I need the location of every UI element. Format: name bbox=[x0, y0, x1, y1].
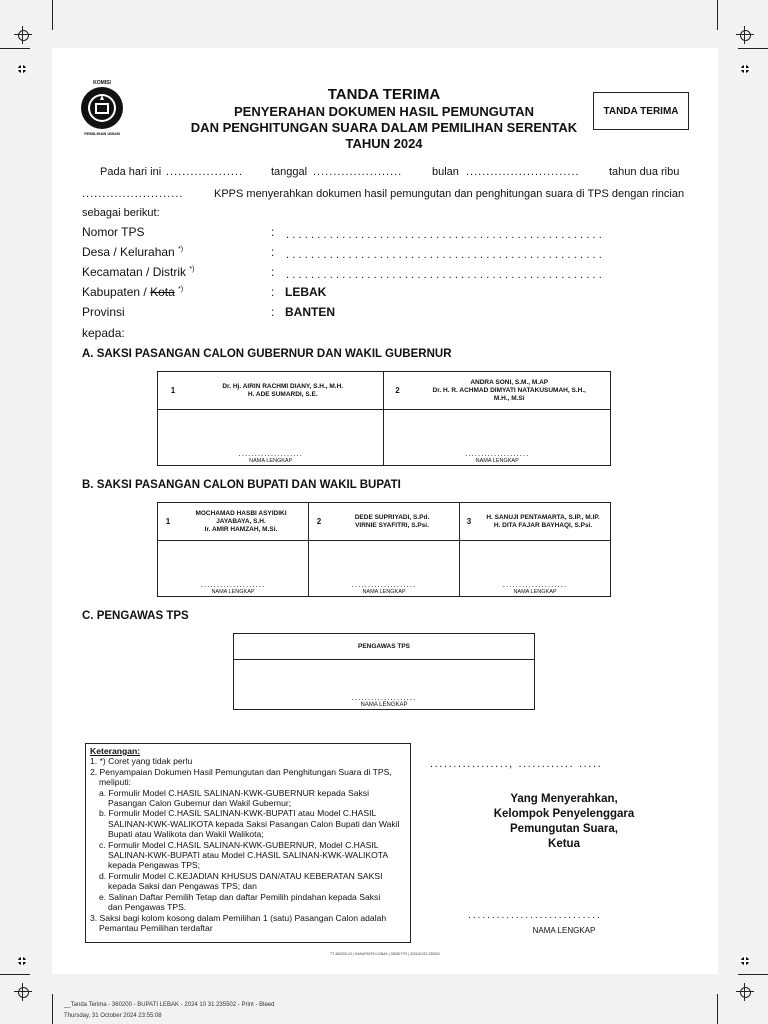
intro-tanggal: tanggal bbox=[271, 166, 308, 178]
notes-heading: Keterangan: bbox=[90, 746, 141, 756]
crop-mark bbox=[717, 994, 718, 1024]
field-colon: : bbox=[271, 245, 275, 259]
crop-mark bbox=[738, 974, 768, 975]
signature-cell[interactable]: .................... NAMA LENGKAP bbox=[460, 541, 611, 597]
candidate-cell bbox=[158, 372, 384, 410]
section-a-table bbox=[157, 371, 611, 466]
field-input-desa[interactable]: ................................................... bbox=[286, 249, 606, 261]
field-value-kabupaten: LEBAK bbox=[285, 285, 327, 299]
candidate-names: DEDE SUPRIYADI, S.Pd. VIRNIE SYAFITRI, S.Psi. bbox=[354, 513, 430, 529]
crop-mark bbox=[717, 0, 718, 30]
registration-mark-icon bbox=[736, 983, 754, 1001]
footer-file-name: __Tanda Terima - 360200 - BUPATI LEBAK - 2024 10 31 235502 - Print - Bleed bbox=[64, 1002, 275, 1008]
pengawas-header-cell: PENGAWAS TPS bbox=[234, 634, 535, 660]
intro-dots: ...................... bbox=[313, 166, 403, 178]
notes-item: Bupati atau Walikota dan Wakil Walikota; bbox=[108, 829, 264, 840]
field-label-desa: Desa / Kelurahan *) bbox=[82, 245, 184, 259]
candidate-names: Dr. Hj. AIRIN RACHMI DIANY, S.H., M.H. H. ADE SUMARDI, S.E. bbox=[222, 382, 344, 398]
notes-item: Pasangan Calon Gubernur dan Wakil Gubernur; bbox=[108, 798, 292, 809]
logo-text-bottom: PEMILIHAN UMUM bbox=[84, 131, 120, 136]
candidate-cell bbox=[384, 372, 611, 410]
notes-item: meliputi: bbox=[99, 777, 131, 788]
kepada-label: kepada: bbox=[82, 326, 125, 340]
notes-item: e. Salinan Daftar Pemilih Tetap dan daftar Pemilih pindahan kepada Saksi bbox=[99, 891, 381, 902]
footer-timestamp: Thursday, 31 October 2024 23:55:08 bbox=[64, 1013, 162, 1019]
signature-cell[interactable]: .................... NAMA LENGKAP bbox=[234, 660, 535, 710]
candidate-cell bbox=[158, 503, 309, 541]
tanda-terima-badge: TANDA TERIMA bbox=[593, 92, 689, 130]
signature-cell[interactable]: .................... NAMA LENGKAP bbox=[384, 410, 611, 466]
candidate-names: ANDRA SONI, S.M., M.AP Dr. H. R. ACHMAD DIMYATI NATAKUSUMAH, S.H., M.H., M.Si bbox=[432, 378, 586, 402]
kpu-logo-icon bbox=[80, 86, 124, 130]
submitter-date-input[interactable]: ................., ............ ..... bbox=[430, 758, 603, 770]
notes-item: kepada Saksi dan Pengawas TPS; dan bbox=[108, 881, 257, 892]
notes-item: d. Formulir Model C.KEJADIAN KHUSUS DAN/ATAU KEBERATAN SAKSI bbox=[99, 870, 383, 881]
submitter-signature-input[interactable]: ............................ bbox=[468, 910, 602, 921]
registration-bullet-icon bbox=[741, 65, 749, 73]
registration-mark-icon bbox=[736, 26, 754, 44]
candidate-names: MOCHAMAD HASBI ASYIDIKI JAYABAYA, S.H. Ir. AMIR HAMZAH, M.Si. bbox=[195, 509, 287, 533]
registration-bullet-icon bbox=[18, 65, 26, 73]
signature-cell[interactable]: .................... NAMA LENGKAP bbox=[158, 541, 309, 597]
candidate-number: 2 bbox=[316, 517, 322, 526]
section-b-table bbox=[157, 502, 611, 597]
field-colon: : bbox=[271, 225, 275, 239]
notes-item: 1. *) Coret yang tidak perlu bbox=[90, 756, 193, 767]
submitter-line-3: Pemungutan Suara, bbox=[510, 823, 618, 835]
field-colon: : bbox=[271, 285, 275, 299]
candidate-number: 1 bbox=[170, 386, 176, 395]
field-label-nomor-tps: Nomor TPS bbox=[82, 225, 145, 239]
crop-mark bbox=[52, 0, 53, 30]
candidate-names: H. SANUJI PENTAMARTA, S.IP., M.IP. H. DITA FAJAR BAYHAQI, S.Psi. bbox=[486, 513, 600, 529]
candidate-number: 3 bbox=[466, 517, 472, 526]
field-label-kecamatan: Kecamatan / Distrik *) bbox=[82, 265, 195, 279]
intro-tahun: tahun dua ribu bbox=[609, 166, 680, 178]
signature-cell[interactable]: .................... NAMA LENGKAP bbox=[309, 541, 460, 597]
intro-dots: ................... bbox=[166, 166, 244, 178]
section-a-title: A. SAKSI PASANGAN CALON GUBERNUR DAN WAKIL GUBERNUR bbox=[82, 348, 452, 360]
section-c-table bbox=[233, 633, 535, 710]
registration-bullet-icon bbox=[741, 957, 749, 965]
candidate-number: 1 bbox=[165, 517, 171, 526]
notes-item: 2. Penyampaian Dokumen Hasil Pemungutan dan Penghitungan Suara di TPS, bbox=[90, 766, 392, 777]
intro-dots: ......................... bbox=[82, 188, 184, 200]
notes-item: SALINAN-KWK-WALIKOTA kepada Saksi Pasangan Calon Bupati dan Wakil bbox=[108, 818, 400, 829]
field-label-provinsi: Provinsi bbox=[82, 305, 125, 319]
notes-item: kepada Pengawas TPS; bbox=[108, 860, 201, 871]
notes-item: Pemantau Pemilihan terdaftar bbox=[99, 922, 213, 933]
registration-mark-icon bbox=[14, 26, 32, 44]
field-input-kecamatan[interactable]: ................................................... bbox=[286, 269, 606, 281]
candidate-cell bbox=[309, 503, 460, 541]
page-subtitle-3: TAHUN 2024 bbox=[345, 136, 423, 151]
page-subtitle-2: DAN PENGHITUNGAN SUARA DALAM PEMILIHAN SERENTAK bbox=[190, 120, 578, 135]
section-b-title: B. SAKSI PASANGAN CALON BUPATI DAN WAKIL BUPATI bbox=[82, 479, 401, 491]
intro-bulan: bulan bbox=[432, 166, 459, 178]
registration-bullet-icon bbox=[18, 957, 26, 965]
crop-mark bbox=[52, 994, 53, 1024]
notes-item: dan Pengawas TPS. bbox=[108, 902, 187, 913]
submitter-line-2: Kelompok Penyelenggara bbox=[493, 808, 635, 820]
candidate-number: 2 bbox=[395, 386, 400, 395]
notes-box bbox=[85, 743, 411, 943]
notes-item: b. Formulir Model C.HASIL SALINAN-KWK-BUPATI atau Model C.HASIL bbox=[99, 808, 377, 819]
notes-item: SALINAN-KWK-BUPATI atau Model C.HASIL SALINAN-KWK-WALIKOTA bbox=[108, 850, 389, 861]
submitter-line-1: Yang Menyerahkan, bbox=[510, 793, 618, 805]
intro-dots: ............................ bbox=[466, 166, 580, 178]
notes-item: a. Formulir Model C.HASIL SALINAN-KWK-GUBERNUR kepada Saksi bbox=[99, 787, 369, 798]
registration-mark-icon bbox=[14, 983, 32, 1001]
page-subtitle-1: PENYERAHAN DOKUMEN HASIL PEMUNGUTAN bbox=[234, 104, 534, 119]
intro-line-2: KPPS menyerahkan dokumen hasil pemungutan dan penghitungan suara di TPS dengan rincian bbox=[214, 188, 685, 200]
field-colon: : bbox=[271, 265, 275, 279]
notes-item: 3. Saksi bagi kolom kosong dalam Pemilihan 1 (satu) Pasangan Calon adalah bbox=[90, 912, 387, 923]
crop-mark bbox=[738, 48, 768, 49]
candidate-cell bbox=[460, 503, 611, 541]
field-colon: : bbox=[271, 305, 275, 319]
section-c-title: C. PENGAWAS TPS bbox=[82, 610, 189, 622]
field-input-nomor-tps[interactable]: ................................................... bbox=[286, 229, 606, 241]
logo-text-top: KOMISI bbox=[93, 80, 111, 86]
intro-line-3: sebagai berikut: bbox=[82, 207, 160, 219]
page-title: TANDA TERIMA bbox=[327, 86, 441, 103]
intro-hari: Pada hari ini bbox=[100, 166, 162, 178]
field-value-provinsi: BANTEN bbox=[285, 305, 335, 319]
submitter-name-label: NAMA LENGKAP bbox=[532, 926, 596, 935]
submitter-line-4: Ketua bbox=[548, 838, 580, 850]
field-label-kabupaten: Kabupaten / Kota *) bbox=[82, 285, 184, 299]
crop-mark bbox=[0, 48, 30, 49]
document-code: TT-360200-24 | KABUPATEN LEBAK | 360807TR | 2024/10/31 235502 bbox=[330, 952, 440, 956]
crop-mark bbox=[0, 974, 30, 975]
signature-cell[interactable]: .................... NAMA LENGKAP bbox=[158, 410, 384, 466]
notes-item: c. Formulir Model C.HASIL SALINAN-KWK-GUBERNUR, Model C.HASIL bbox=[99, 839, 379, 850]
